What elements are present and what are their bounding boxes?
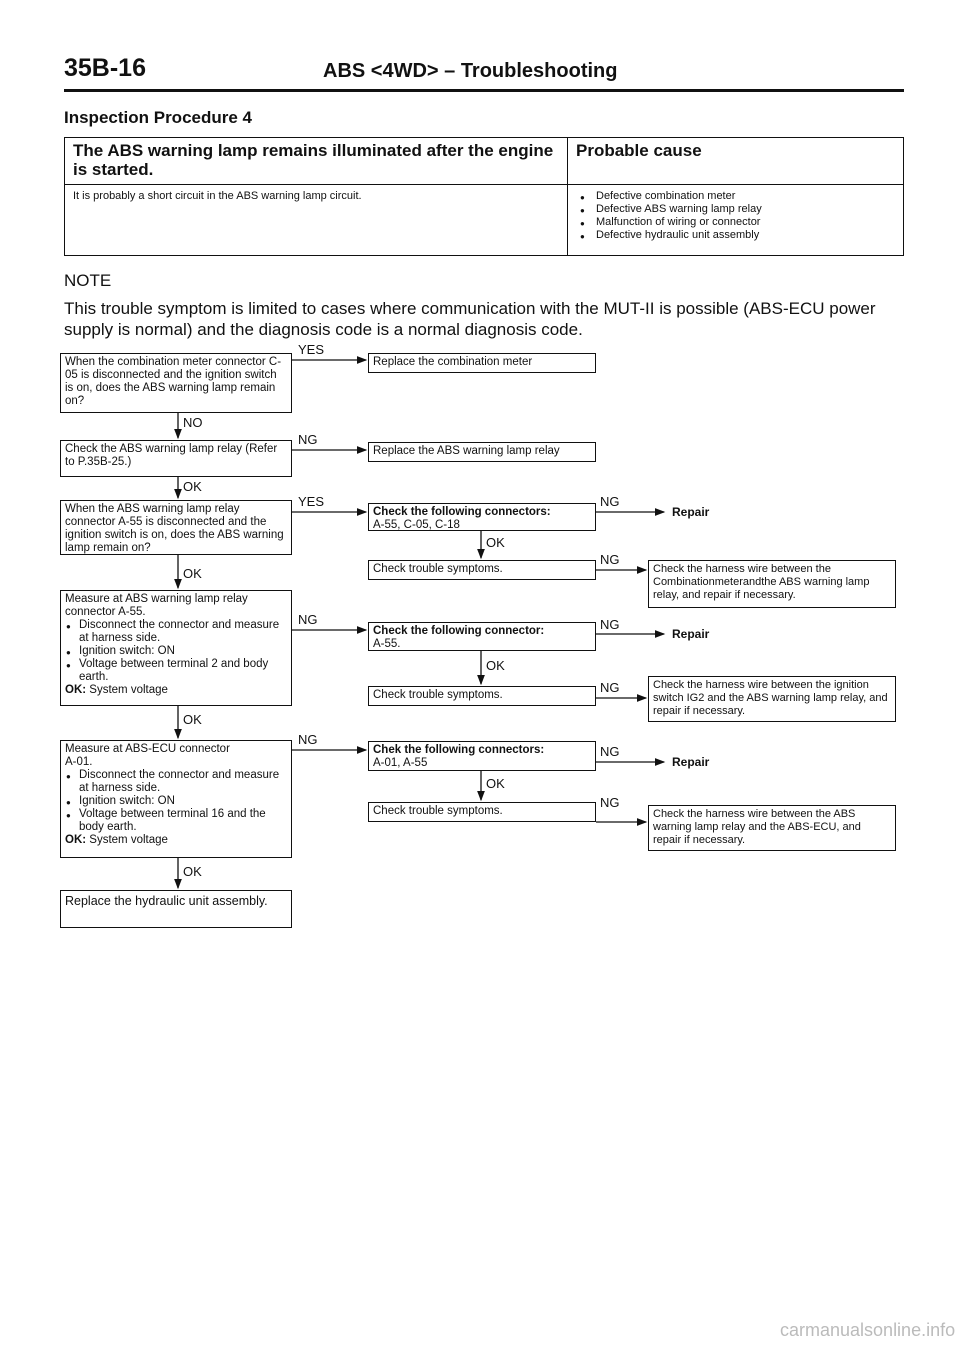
- step5-bullet: ● Voltage between terminal 16 and the body earth.: [65, 808, 287, 834]
- ok-branch-label: OK: [183, 566, 202, 581]
- step4-line: Measure at ABS warning lamp relay: [65, 593, 248, 605]
- ok-branch-label: OK: [183, 864, 202, 879]
- ng-label: NG: [600, 744, 620, 759]
- ng-label: NG: [600, 494, 620, 509]
- ok-branch-label: OK: [183, 712, 202, 727]
- cause-item: ● Defective hydraulic unit assembly: [576, 229, 895, 242]
- harness-check-2-text: Check the harness wire between the ignition switch IG2 and the ABS warning lamp relay, and repair if necessary.: [653, 679, 888, 717]
- ng-label: NG: [298, 732, 318, 747]
- ng-label: NG: [600, 680, 620, 695]
- harness-check-3-text: Check the harness wire between the ABS warning lamp relay and the ABS-ECU, and repair if necessary.: [653, 808, 861, 846]
- check-symptoms-2-text: Check trouble symptoms.: [373, 689, 503, 701]
- repair-label: Repair: [672, 627, 710, 641]
- replace-meter-text: Replace the combination meter: [373, 356, 533, 368]
- watermark: carmanualsonline.info: [780, 1320, 956, 1340]
- step5-line: A-01.: [65, 756, 93, 768]
- connector-check-1-box: [368, 503, 596, 531]
- step2-text: Check the ABS warning lamp relay (Refer to P.35B-25.): [65, 443, 278, 468]
- cause-item: ● Defective ABS warning lamp relay: [576, 203, 895, 216]
- cause-item: ● Defective combination meter: [576, 190, 895, 203]
- check-symptoms-1-box: [368, 560, 596, 580]
- step5-ok-line: [65, 834, 287, 847]
- check-symptoms-2-box: [368, 686, 596, 706]
- step4-bullet: ● Ignition switch: ON: [65, 645, 287, 658]
- step1-box: [60, 353, 292, 413]
- replace-relay-text: Replace the ABS warning lamp relay: [373, 445, 560, 457]
- yes-label: YES: [298, 494, 325, 509]
- ng-label: NG: [298, 432, 318, 447]
- replace-relay-box: [368, 442, 596, 462]
- cause-item: ● Malfunction of wiring or connector: [576, 216, 895, 229]
- step5-line: Measure at ABS-ECU connector: [65, 743, 230, 755]
- ng-label: NG: [298, 612, 318, 627]
- ng-label: NG: [600, 552, 620, 567]
- cause-heading: Probable cause: [568, 138, 904, 185]
- connector-check-1-sub: A-55, C-05, C-18: [373, 519, 460, 531]
- ok-branch-label: OK: [183, 479, 202, 494]
- final-text: Replace the hydraulic unit assembly.: [65, 894, 268, 908]
- step4-ok-line: [65, 684, 287, 697]
- harness-check-1-text: Check the harness wire between the Combinationmeterandthe ABS warning lamp relay, and repair if necessary.: [653, 563, 870, 601]
- harness-check-3-box: [648, 805, 896, 851]
- step3-box: [60, 500, 292, 555]
- step1-text: When the combination meter connector C-05 is disconnected and the ignition switch is on, does the ABS warning lamp remain on?: [65, 356, 282, 407]
- connector-check-2-sub: A-55.: [373, 638, 401, 650]
- repair-label: Repair: [672, 505, 710, 519]
- check-symptoms-3-text: Check trouble symptoms.: [373, 805, 503, 817]
- ok-value: System voltage: [89, 834, 168, 846]
- final-box: [60, 890, 292, 928]
- replace-meter-box: [368, 353, 596, 373]
- yes-label: YES: [298, 342, 325, 357]
- page-number: 35B-16: [64, 54, 146, 82]
- symptom-heading: The ABS warning lamp remains illuminated after the engine is started.: [65, 138, 568, 185]
- note-heading: NOTE: [64, 271, 112, 290]
- procedure-title: Inspection Procedure 4: [64, 108, 252, 127]
- repair-label: Repair: [672, 755, 710, 769]
- check-symptoms-1-text: Check trouble symptoms.: [373, 563, 503, 575]
- step5-bullet: ● Disconnect the connector and measure at harness side.: [65, 769, 287, 795]
- connector-check-3-head: Chek the following connectors:: [373, 744, 545, 756]
- ok-branch-label: OK: [486, 658, 505, 673]
- connector-check-2-box: [368, 622, 596, 651]
- step5-box: [60, 740, 292, 858]
- ok-label: OK:: [65, 834, 87, 846]
- check-symptoms-3-box: [368, 802, 596, 822]
- ng-label: NG: [600, 795, 620, 810]
- step4-line: connector A-55.: [65, 606, 146, 618]
- page-title: ABS <4WD> – Troubleshooting: [323, 60, 618, 82]
- step4-bullet: ● Voltage between terminal 2 and body earth.: [65, 658, 287, 684]
- ok-branch-label: OK: [486, 776, 505, 791]
- step2-box: [60, 440, 292, 477]
- ok-label: OK:: [65, 684, 87, 696]
- symptom-text: It is probably a short circuit in the ABS warning lamp circuit.: [65, 185, 568, 256]
- step4-box: [60, 590, 292, 706]
- connector-check-1-head: Check the following connectors:: [373, 506, 551, 518]
- step3-text: When the ABS warning lamp relay connector A-55 is disconnected and the ignition switch is on, does the ABS warning lamp remain on?: [65, 503, 284, 554]
- ok-branch-label: OK: [486, 535, 505, 550]
- note-text: This trouble symptom is limited to cases where communication with the MUT-II is possible (ABS-ECU power supply is normal) and the diagnosis code is a normal diagnosis code.: [64, 299, 876, 339]
- ok-value: System voltage: [89, 684, 168, 696]
- step4-bullet: ● Disconnect the connector and measure at harness side.: [65, 619, 287, 645]
- ng-label: NG: [600, 617, 620, 632]
- harness-check-1-box: [648, 560, 896, 608]
- step5-bullet: ● Ignition switch: ON: [65, 795, 287, 808]
- connector-check-3-box: [368, 741, 596, 771]
- no-label: NO: [183, 415, 203, 430]
- connector-check-3-sub: A-01, A-55: [373, 757, 428, 769]
- harness-check-2-box: [648, 676, 896, 722]
- connector-check-2-head: Check the following connector:: [373, 625, 545, 637]
